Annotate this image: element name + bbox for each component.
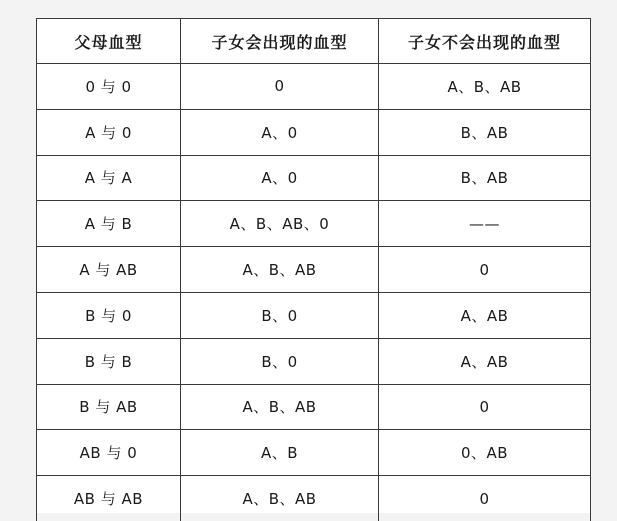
table-row bbox=[37, 338, 591, 384]
cell-impossible: —— bbox=[379, 201, 591, 247]
table-row bbox=[37, 155, 591, 201]
cell-parents: A 与 AB bbox=[37, 247, 181, 293]
cell-impossible: 0 bbox=[379, 247, 591, 293]
table-header-row bbox=[37, 19, 591, 64]
cell-parents: A 与 B bbox=[37, 201, 181, 247]
cell-parents: AB 与 0 bbox=[37, 430, 181, 476]
cell-impossible: 0 bbox=[379, 384, 591, 430]
table-row bbox=[37, 384, 591, 430]
cell-possible: A、B、AB bbox=[181, 384, 379, 430]
cell-possible: B、0 bbox=[181, 338, 379, 384]
cell-impossible: B、AB bbox=[379, 109, 591, 155]
header-possible: 子女会出现的血型 bbox=[181, 19, 379, 64]
cell-parents: B 与 0 bbox=[37, 292, 181, 338]
table-row bbox=[37, 64, 591, 110]
cell-impossible: B、AB bbox=[379, 155, 591, 201]
header-impossible: 子女不会出现的血型 bbox=[379, 19, 591, 64]
cell-possible: A、0 bbox=[181, 155, 379, 201]
cell-impossible: 0、AB bbox=[379, 430, 591, 476]
cell-possible: A、B、AB bbox=[181, 476, 379, 521]
cell-impossible: A、AB bbox=[379, 292, 591, 338]
table-row bbox=[37, 109, 591, 155]
cell-parents: A 与 0 bbox=[37, 109, 181, 155]
cell-impossible: A、AB bbox=[379, 338, 591, 384]
blood-type-table bbox=[36, 18, 591, 521]
cell-possible: A、B bbox=[181, 430, 379, 476]
table-row bbox=[37, 476, 591, 521]
cell-possible: A、B、AB、0 bbox=[181, 201, 379, 247]
cell-impossible: A、B、AB bbox=[379, 64, 591, 110]
cell-impossible: 0 bbox=[379, 476, 591, 521]
table-row bbox=[37, 201, 591, 247]
header-parents: 父母血型 bbox=[37, 19, 181, 64]
cell-possible: A、B、AB bbox=[181, 247, 379, 293]
cell-parents: B 与 AB bbox=[37, 384, 181, 430]
cell-parents: 0 与 0 bbox=[37, 64, 181, 110]
table-row bbox=[37, 292, 591, 338]
table-row bbox=[37, 430, 591, 476]
cell-possible: A、0 bbox=[181, 109, 379, 155]
cell-possible: 0 bbox=[181, 64, 379, 110]
cell-parents: A 与 A bbox=[37, 155, 181, 201]
cell-possible: B、0 bbox=[181, 292, 379, 338]
table-row bbox=[37, 247, 591, 293]
cell-parents: B 与 B bbox=[37, 338, 181, 384]
cell-parents: AB 与 AB bbox=[37, 476, 181, 521]
